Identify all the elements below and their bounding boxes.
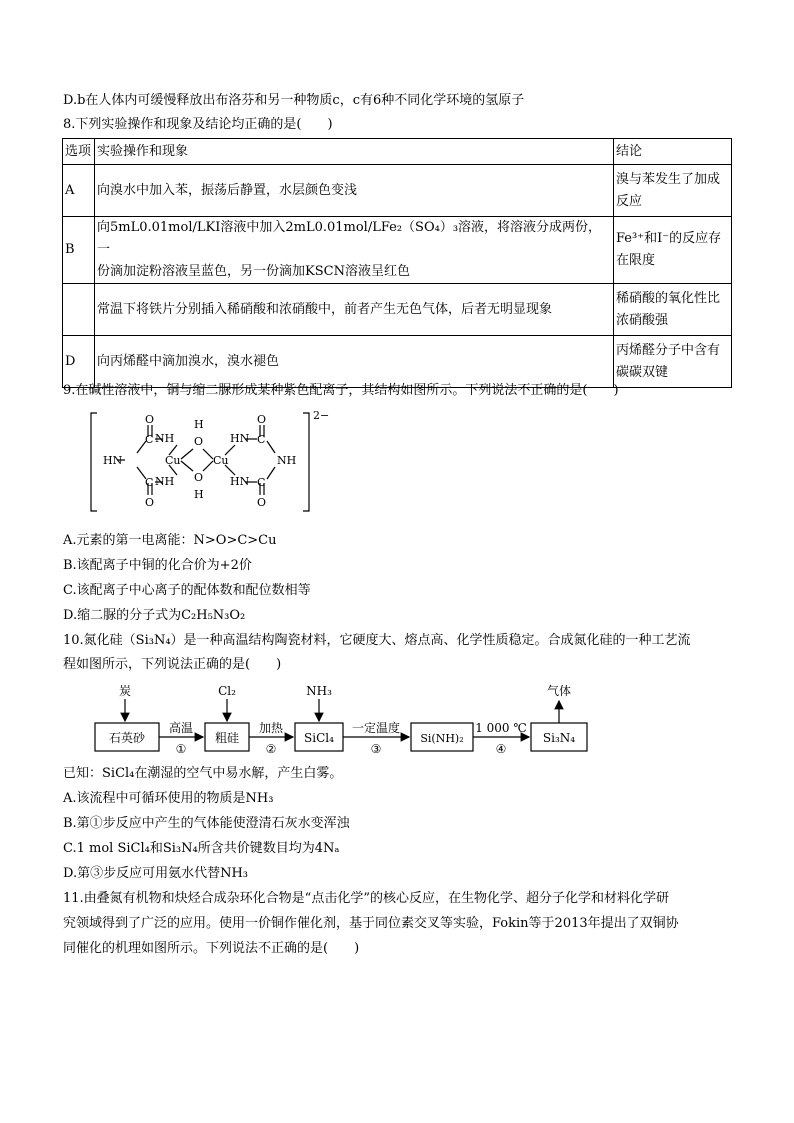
row-label: B (63, 217, 95, 284)
condition-label: 高温 (168, 721, 194, 735)
hn-label: HN (103, 454, 123, 467)
q11-line2: 究领域得到了广泛的应用。使用一价铜作催化剂，基于同位素交叉等实验，Fokin等于2013年提出了双铜协 (63, 916, 679, 931)
flow-box-label: 粗硅 (214, 731, 240, 745)
cu-label: Cu (165, 454, 181, 467)
q9-option-b: B.该配离子中铜的化合价为+2价 (63, 558, 252, 573)
q9-option-d: D.缩二脲的分子式为C₂H₅N₃O₂ (63, 608, 246, 623)
row-conclusion: 稀硝酸的氧化性比 浓硝酸强 (614, 284, 732, 336)
q10-option-d: D.第③步反应可用氨水代替NH₃ (63, 866, 249, 881)
condition-label: 一定温度 (351, 721, 401, 735)
silicon-nitride-process-flow (85, 683, 605, 763)
row-operation: 常温下将铁片分别插入稀硝酸和浓硝酸中，前者产生无色气体，后者无明显现象 (95, 284, 614, 336)
c-label: C (145, 433, 154, 446)
charge-label: 2− (313, 409, 330, 422)
oh-label: O (194, 471, 204, 484)
row-label: A (63, 165, 95, 217)
table-row (63, 336, 732, 388)
row-conclusion: 溴与苯发生了加成 反应 (614, 165, 732, 217)
input-label: Cl₂ (218, 684, 236, 698)
q10-option-a: A.该流程中可循环使用的物质是NH₃ (63, 791, 274, 806)
row-label (63, 284, 95, 336)
step-label: ① (175, 742, 187, 756)
q10-known: 已知：SiCl₄在潮湿的空气中易水解，产生白雾。 (63, 766, 343, 781)
nh-label: NH (155, 475, 175, 488)
q9-option-c: C.该配离子中心离子的配体数和配位数相等 (63, 583, 311, 598)
table-row (63, 165, 732, 217)
c-label: C (145, 476, 154, 489)
output-label: 气体 (546, 684, 572, 698)
row-operation: 向5mL0.01mol/LKI溶液中加入2mL0.01mol/LFe₂（SO₄）₃溶液，将溶液分成两份，一 份滴加淀粉溶液呈蓝色，另一份滴加KSCN溶液呈红色 (95, 217, 614, 284)
q10-option-c: C.1 mol SiCl₄和Si₃N₄所含共价键数目均为4Nₐ (63, 841, 340, 856)
row-label: D (63, 336, 95, 388)
step-label: ④ (495, 742, 507, 756)
q11-line1: 11.由叠氮有机物和炔烃合成杂环化合物是“点击化学”的核心反应，在生物化学、超分子化学和材料化学研 (63, 891, 669, 906)
step-label: ③ (370, 742, 382, 756)
flow-box-label: Si₃N₄ (542, 731, 576, 745)
o-label: O (145, 413, 155, 426)
q10-stem-line1: 10.氮化硅（Si₃N₄）是一种高温结构陶瓷材料，它硬度大、熔点高、化学性质稳定。合成氮化硅的一种工艺流 (63, 633, 691, 648)
o-label: O (257, 496, 267, 509)
q10-stem-line2: 程如图所示，下列说法正确的是( ) (63, 657, 282, 672)
row-conclusion: 丙烯醛分子中含有 碳碳双键 (614, 336, 732, 388)
condition-label: 加热 (258, 721, 284, 735)
header-conclusion: 结论 (614, 139, 732, 165)
condition-label: 1 000 ℃ (475, 721, 527, 735)
q7-option-d: D.b在人体内可缓慢释放出布洛芬和另一种物质c，c有6种不同化学环境的氢原子 (63, 93, 525, 108)
nh-label: NH (277, 454, 297, 467)
table-row (63, 284, 732, 336)
biuret-copper-complex-structure (85, 405, 345, 520)
cu-label: Cu (213, 454, 229, 467)
step-label: ② (265, 742, 277, 756)
table-row (63, 217, 732, 284)
row-operation: 向丙烯醛中滴加溴水，溴水褪色 (95, 336, 614, 388)
c-label: C (257, 433, 266, 446)
q11-line3: 同催化的机理如图所示。下列说法不正确的是( ) (63, 941, 360, 956)
hn-label: HN (230, 475, 250, 488)
c-label: C (257, 476, 266, 489)
header-option: 选项 (63, 139, 95, 165)
h-label: H (194, 418, 204, 431)
o-label: O (145, 496, 155, 509)
header-operation: 实验操作和现象 (95, 139, 614, 165)
oh-label: O (194, 435, 204, 448)
hn-label: HN (230, 432, 250, 445)
q8-stem: 8.下列实验操作和现象及结论均正确的是( ) (63, 117, 333, 132)
q9-option-a: A.元素的第一电离能：N>O>C>Cu (63, 533, 277, 548)
q10-option-b: B.第①步反应中产生的气体能使澄清石灰水变浑浊 (63, 816, 350, 831)
nh-label: NH (155, 432, 175, 445)
flow-box-label: SiCl₄ (304, 731, 334, 745)
q8-table (62, 138, 732, 388)
flow-box-label: 石英砂 (108, 731, 146, 745)
input-label: NH₃ (306, 684, 332, 698)
o-label: O (257, 413, 267, 426)
q9-stem: 9.在碱性溶液中，铜与缩二脲形成某种紫色配离子，其结构如图所示。下列说法不正确的是( ) (63, 383, 619, 398)
table-header-row (63, 139, 732, 165)
flow-box-label: Si(NH)₂ (420, 732, 464, 745)
row-operation: 向溴水中加入苯，振荡后静置，水层颜色变浅 (95, 165, 614, 217)
h-label: H (194, 488, 204, 501)
row-conclusion: Fe³⁺和I⁻的反应存 在限度 (614, 217, 732, 284)
input-label: 炭 (118, 684, 132, 698)
